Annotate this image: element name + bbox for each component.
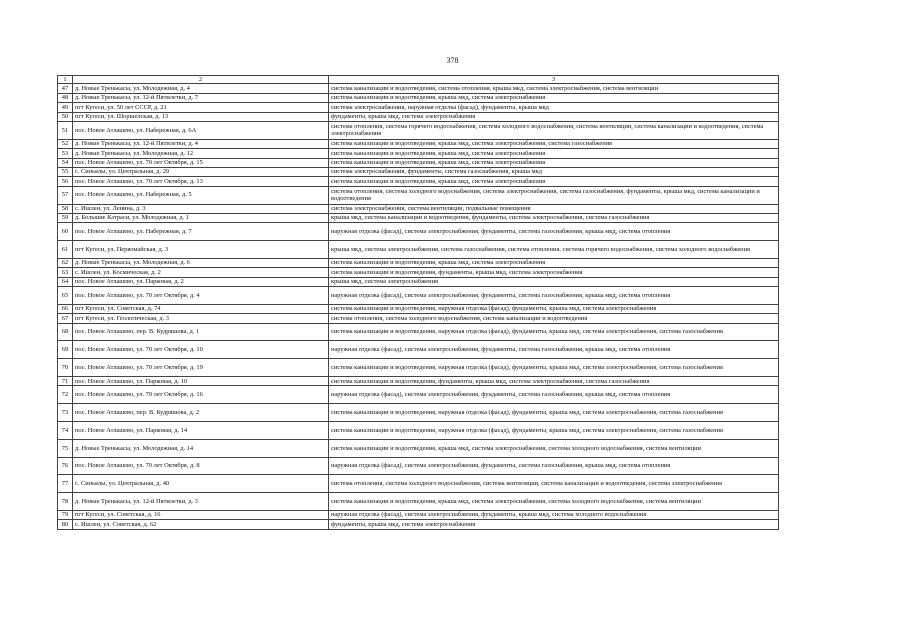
table-row: [58, 213, 779, 222]
works-cell: наружная отделка (фасад), система электроснабжения, фундаменты, система газоснабжения, крыша мкд, система отопления: [329, 223, 779, 241]
row-number-cell: 54: [58, 158, 73, 167]
works-cell: крыша мкд, система канализации и водоотведения, фундаменты, система электроснабжения, система газоснабжения: [329, 213, 779, 222]
table-row: [58, 186, 779, 204]
table-row: [58, 204, 779, 213]
row-number-cell: 48: [58, 93, 73, 102]
table-row: [58, 457, 779, 475]
row-number-cell: 58: [58, 204, 73, 213]
address-cell: пос. Новое Атлашево, ул. 70 лет Октября, д. 13: [73, 177, 329, 186]
row-number-cell: 79: [58, 511, 73, 520]
works-cell: система канализации и водоотведения, крыша мкд, система электроснабжения, система холодного водоснабжения, система вентиляции: [329, 439, 779, 457]
table-row: [58, 84, 779, 93]
address-cell: д. Новые Тренькасы, ул. Молодежная, д. 12: [73, 149, 329, 158]
works-cell: система канализации и водоотведения, наружная отделка (фасад), фундаменты, крыша мкд, система электроснабжения: [329, 304, 779, 313]
works-cell: система канализации и водоотведения, крыша мкд, система электроснабжения: [329, 258, 779, 267]
table-row: [58, 520, 779, 529]
address-cell: пгт Кугеси, ул. Геологическая, д. 3: [73, 314, 329, 323]
row-number-cell: 73: [58, 404, 73, 422]
table-row: [58, 323, 779, 341]
table-row: [58, 167, 779, 176]
row-number-cell: 65: [58, 287, 73, 305]
table-row: [58, 287, 779, 305]
works-cell: система канализации и водоотведения, крыша мкд, система электроснабжения: [329, 158, 779, 167]
table-row: [58, 404, 779, 422]
address-cell: пгт Кугеси, ул. 50 лет СССР, д. 21: [73, 103, 329, 112]
row-number-cell: 52: [58, 139, 73, 148]
address-cell: с. Синьялы, ул. Центральная, д. 29: [73, 167, 329, 176]
address-cell: с. Ишлеи, ул. Космическая, д. 2: [73, 268, 329, 277]
row-number-cell: 74: [58, 422, 73, 440]
address-cell: пос. Новое Атлашево, ул. 70 лет Октября, д. 8: [73, 457, 329, 475]
address-cell: пос. Новое Атлашево, ул. Набережная, д. 6А: [73, 121, 329, 139]
address-cell: пгт Кугеси, ул. Первомайская, д. 3: [73, 241, 329, 259]
works-cell: наружная отделка (фасад), система электроснабжения, фундаменты, система газоснабжения, крыша мкд, система отопления: [329, 341, 779, 359]
works-cell: система канализации и водоотведения, наружная отделка (фасад), фундаменты, крыша мкд, система электроснабжения, система газоснабжения: [329, 323, 779, 341]
address-cell: пос. Новое Атлашево, ул. 70 лет Октября, д. 16: [73, 386, 329, 404]
works-cell: система отопления, система горячего водоснабжения, система холодного водоснабжения, система вентиляции, система канализации и водоотведения, система электроснабжения: [329, 121, 779, 139]
column-header-2: 2: [73, 76, 329, 84]
row-number-cell: 64: [58, 277, 73, 286]
works-cell: наружная отделка (фасад), система электроснабжения, фундаменты, система газоснабжения, крыша мкд, система отопления: [329, 386, 779, 404]
address-cell: пос. Новое Атлашево, ул. Парковая, д. 14: [73, 422, 329, 440]
address-cell: пгт Кугеси, ул. Советская, д. 74: [73, 304, 329, 313]
row-number-cell: 68: [58, 323, 73, 341]
table-row: [58, 121, 779, 139]
address-cell: пос. Новое Атлашево, ул. Парковая, д. 10: [73, 377, 329, 386]
table-row: [58, 158, 779, 167]
row-number-cell: 78: [58, 493, 73, 511]
row-number-cell: 53: [58, 149, 73, 158]
table-row: [58, 223, 779, 241]
works-cell: наружная отделка (фасад), система электроснабжения, фундаменты, крыша мкд, система холодного водоснабжения: [329, 511, 779, 520]
row-number-cell: 57: [58, 186, 73, 204]
table-row: [58, 493, 779, 511]
address-cell: с. Ишлеи, ул. Ленина, д. 3: [73, 204, 329, 213]
works-cell: система канализации и водоотведения, фундаменты, крыша мкд, система электроснабжения: [329, 268, 779, 277]
page-number: 378: [446, 56, 459, 65]
works-cell: крыша мкд, система электроснабжения: [329, 277, 779, 286]
row-number-cell: 60: [58, 223, 73, 241]
row-number-cell: 66: [58, 304, 73, 313]
address-cell: пос. Новое Атлашево, ул. Набережная, д. 5: [73, 186, 329, 204]
row-number-cell: 56: [58, 177, 73, 186]
table-row: [58, 377, 779, 386]
table-row: [58, 139, 779, 148]
row-number-cell: 62: [58, 258, 73, 267]
works-cell: система электроснабжения, система вентиляции, подвальные помещения: [329, 204, 779, 213]
table-row: [58, 314, 779, 323]
table-body: [58, 76, 779, 530]
table-row: [58, 241, 779, 259]
address-cell: д. Новые Тренькасы, ул. Молодежная, д. 4: [73, 84, 329, 93]
address-cell: пос. Новое Атлашево, ул. 70 лет Октября, д. 10: [73, 341, 329, 359]
address-cell: с. Ишлеи, ул. Советская, д. 62: [73, 520, 329, 529]
works-cell: крыша мкд, система электроснабжения, система газоснабжения, система отопления, система горячего водоснабжения, система холодного водоснабжения: [329, 241, 779, 259]
row-number-cell: 69: [58, 341, 73, 359]
table-row: [58, 422, 779, 440]
table-row: [58, 112, 779, 121]
row-number-cell: 75: [58, 439, 73, 457]
row-number-cell: 67: [58, 314, 73, 323]
address-cell: д. Новые Тренькасы, ул. 12-й Пятилетки, д. 3: [73, 493, 329, 511]
table-row: [58, 258, 779, 267]
works-cell: система канализации и водоотведения, крыша мкд, система электроснабжения: [329, 177, 779, 186]
table-row: [58, 177, 779, 186]
table-row: [58, 475, 779, 493]
works-cell: система электроснабжения, фундаменты, система газоснабжения, крыша мкд: [329, 167, 779, 176]
address-cell: д. Новые Тренькасы, ул. 12-й Пятилетки, д. 4: [73, 139, 329, 148]
table-row: [58, 149, 779, 158]
works-cell: система канализации и водоотведения, наружная отделка (фасад), фундаменты, крыша мкд, система электроснабжения, система газоснабжения: [329, 404, 779, 422]
works-cell: система канализации и водоотведения, крыша мкд, система электроснабжения, система холодного водоснабжения, система вентиляции: [329, 493, 779, 511]
table-row: [58, 439, 779, 457]
column-header-1: 1: [58, 76, 73, 84]
works-cell: система канализации и водоотведения, наружная отделка (фасад), фундаменты, крыша мкд, система электроснабжения, система газоснабжения: [329, 359, 779, 377]
housing-registry-table: [57, 75, 779, 530]
address-cell: пос. Новое Атлашево, ул. 70 лет Октября, д. 15: [73, 158, 329, 167]
address-cell: пос. Новое Атлашево, ул. 70 лет Октября, д. 4: [73, 287, 329, 305]
address-cell: д. Новые Тренькасы, ул. Молодежная, д. 14: [73, 439, 329, 457]
works-cell: фундаменты, крыша мкд, система электроснабжения: [329, 520, 779, 529]
row-number-cell: 59: [58, 213, 73, 222]
table-row: [58, 304, 779, 313]
works-cell: наружная отделка (фасад), система электроснабжения, фундаменты, система газоснабжения, крыша мкд, система отопления: [329, 287, 779, 305]
works-cell: система канализации и водоотведения, система отопления, крыша мкд, система электроснабжения, система вентиляции: [329, 84, 779, 93]
works-cell: система отопления, система холодного водоснабжения, система электроснабжения, система газоснабжения, фундаменты, крыша мкд, система канализации и водоотведения: [329, 186, 779, 204]
row-number-cell: 80: [58, 520, 73, 529]
column-header-3: 3: [329, 76, 779, 84]
works-cell: система канализации и водоотведения, наружная отделка (фасад), фундаменты, крыша мкд, система электроснабжения, система газоснабжения: [329, 422, 779, 440]
row-number-cell: 76: [58, 457, 73, 475]
table-row: [58, 511, 779, 520]
table-row: [58, 103, 779, 112]
address-cell: пос. Новое Атлашево, ул. Набережная, д. 7: [73, 223, 329, 241]
address-cell: пос. Новое Атлашево, ул. Парковая, д. 2: [73, 277, 329, 286]
row-number-cell: 49: [58, 103, 73, 112]
table-row: [58, 386, 779, 404]
row-number-cell: 51: [58, 121, 73, 139]
row-number-cell: 50: [58, 112, 73, 121]
row-number-cell: 47: [58, 84, 73, 93]
row-number-cell: 61: [58, 241, 73, 259]
works-cell: система канализации и водоотведения, крыша мкд, система электроснабжения, система газоснабжения: [329, 139, 779, 148]
works-cell: система электроснабжения, наружная отделка (фасад), фундаменты, крыша мкд: [329, 103, 779, 112]
row-number-cell: 77: [58, 475, 73, 493]
address-cell: пос. Новое Атлашево, пер. В. Кудряшова, д. 2: [73, 404, 329, 422]
works-cell: система канализации и водоотведения, крыша мкд, система электроснабжения: [329, 93, 779, 102]
row-number-cell: 72: [58, 386, 73, 404]
works-cell: система отопления, система холодного водоснабжения, система канализации и водоотведения: [329, 314, 779, 323]
works-cell: наружная отделка (фасад), система электроснабжения, фундаменты, система газоснабжения, крыша мкд, система отопления: [329, 457, 779, 475]
row-number-cell: 71: [58, 377, 73, 386]
table-row: [58, 268, 779, 277]
table-row: [58, 93, 779, 102]
address-cell: пос. Новое Атлашево, ул. 70 лет Октября, д. 19: [73, 359, 329, 377]
address-cell: пгт Кугеси, ул. Советская, д. 16: [73, 511, 329, 520]
table-row: [58, 277, 779, 286]
row-number-cell: 63: [58, 268, 73, 277]
table-row: [58, 359, 779, 377]
address-cell: пос. Новое Атлашево, пер. В. Кудряшова, д. 1: [73, 323, 329, 341]
table-row: [58, 341, 779, 359]
address-cell: д. Новые Тренькасы, ул. Молодежная, д. 6: [73, 258, 329, 267]
address-cell: с. Синьялы, ул. Центральная, д. 40: [73, 475, 329, 493]
address-cell: д. Новые Тренькасы, ул. 12-й Пятилетки, д. 7: [73, 93, 329, 102]
works-cell: система канализации и водоотведения, крыша мкд, система электроснабжения: [329, 149, 779, 158]
works-cell: система отопления, система холодного водоснабжения, система вентиляции, система канализации и водоотведения, система электроснабжения: [329, 475, 779, 493]
table-header-row: [58, 76, 779, 84]
works-cell: система канализации и водоотведения, фундаменты, крыша мкд, система электроснабжения, система газоснабжения: [329, 377, 779, 386]
row-number-cell: 70: [58, 359, 73, 377]
works-cell: фундаменты, крыша мкд, система электроснабжения: [329, 112, 779, 121]
row-number-cell: 55: [58, 167, 73, 176]
address-cell: пгт Кугеси, ул. Шоршелская, д. 13: [73, 112, 329, 121]
address-cell: д. Большие Катраси, ул. Молодежная, д. 1: [73, 213, 329, 222]
